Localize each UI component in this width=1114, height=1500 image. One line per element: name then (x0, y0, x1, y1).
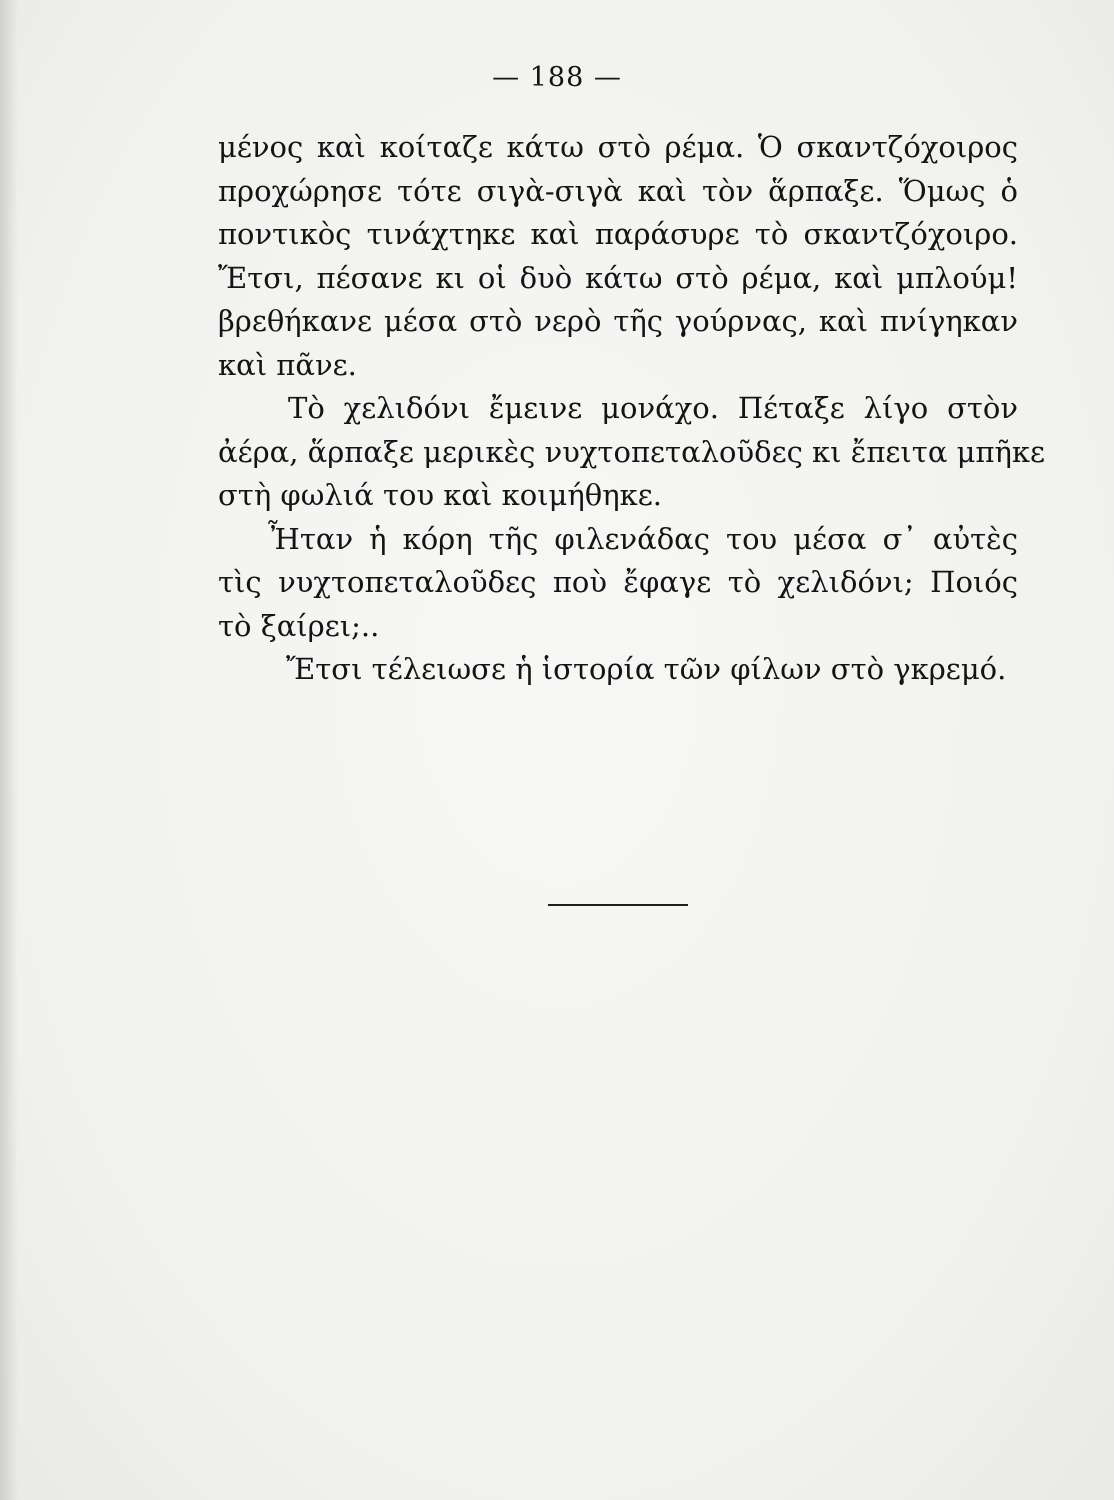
text-line: προχώρησε τότε σιγὰ-σιγὰ καὶ τὸν ἅρπαξε. Ὅμως ὁ (218, 173, 1018, 208)
text-line: ποντικὸς τινάχτηκε καὶ παράσυρε τὸ σκαντζόχοιρο. (218, 217, 1018, 251)
body-text (218, 126, 1046, 692)
section-end-rule (548, 904, 688, 906)
text-line: καὶ πᾶνε. (218, 347, 357, 382)
text-line: Ἔτσι, πέσανε κι οἱ δυὸ κάτω στὸ ρέμα, καὶ μπλούμ! (218, 260, 1018, 295)
text-line: μένος καὶ κοίταζε κάτω στὸ ρέμα. Ὁ σκαντζόχοιρος (218, 130, 1018, 164)
text-line: στὴ φωλιά του καὶ κοιμήθηκε. (218, 478, 662, 512)
text-line: ἀέρα, ἅρπαξε μερικὲς νυχτοπεταλοῦδες κι ἔπειτα μπῆκε (218, 434, 1046, 469)
text-line: τὶς νυχτοπεταλοῦδες ποὺ ἔφαγε τὸ χελιδόνι; Ποιός (218, 565, 1018, 599)
text-line: Ἔτσι τέλειωσε ἡ ἱστορία τῶν φίλων στὸ γκρεμό. (286, 652, 1007, 686)
text-line: τὸ ξαίρει;.. (218, 608, 380, 643)
page-number: — 188 — (492, 62, 622, 93)
text-line: Τὸ χελιδόνι ἔμεινε μονάχο. Πέταξε λίγο στὸν (288, 391, 1018, 425)
page-edge-shadow (0, 0, 18, 1500)
text-line: Ἦταν ἡ κόρη τῆς φιλενάδας του μέσα σ᾽ αὐτὲς (268, 521, 1018, 556)
text-line: βρεθήκανε μέσα στὸ νερὸ τῆς γούρνας, καὶ πνίγηκαν (218, 304, 1018, 338)
